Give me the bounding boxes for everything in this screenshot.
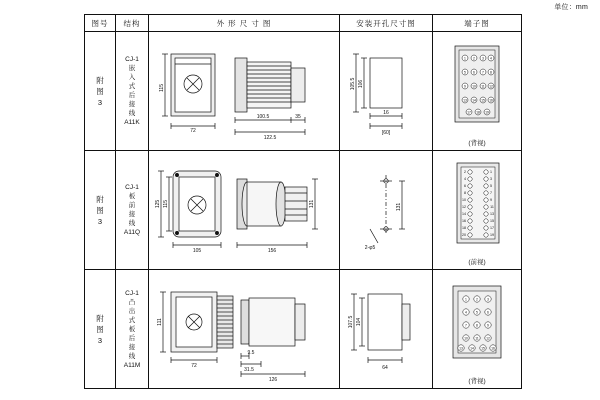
terminal-caption: (背视) [468,140,486,147]
structure-desc-line: 接 [128,211,136,218]
terminal-number: 2 [476,297,478,302]
outline-drawing-3 [149,270,339,388]
table-head [85,15,522,32]
mounting-drawing-cell-3 [340,270,433,389]
structure-desc-line: 接 [128,101,136,108]
dim-label: 64 [382,365,388,371]
structure-cell [116,270,149,389]
outline-drawing-cell-3 [149,270,340,389]
terminal-number: 17 [490,226,494,231]
terminal-number: 4 [465,310,467,315]
fig-no-cell [85,151,116,270]
outline-drawing-cell-2 [149,151,340,270]
dim-label: 35 [295,114,301,120]
terminal-drawing-cell-3 [433,270,522,389]
terminal-number: 2 [464,170,466,175]
dim-label: 126 [268,377,278,383]
terminal-number: 9 [464,84,466,89]
structure-model: CJ-1 [125,184,139,191]
structure-model: CJ-1 [125,289,139,297]
terminal-number: 16 [462,219,466,224]
terminal-number: 18 [476,110,480,115]
structure-desc-line: 线 [128,220,136,227]
terminal-number: 2 [473,56,475,61]
terminal-number: 1 [490,170,492,175]
structure-cell [116,32,149,151]
terminal-number: 12 [486,336,490,341]
fig-no-line: 附 [96,75,104,85]
terminal-number: 14 [470,346,474,351]
dim-label: 131 [309,199,315,209]
terminal-number: 7 [490,191,492,196]
header-structure: 结构 [116,15,149,32]
terminal-number: 6 [464,184,466,189]
mounting-drawing-2 [340,151,432,269]
terminal-number: 15 [481,346,485,351]
structure-desc-line: 出 [128,307,136,315]
structure-code: A11M [123,361,141,369]
mounting-drawing-cell-1 [340,32,433,151]
table-body [85,32,522,389]
structure-desc-line: 式 [128,316,136,324]
structure-desc-line: 式 [128,83,136,90]
structure-desc-line: 凸 [128,298,136,306]
terminal-number: 11 [481,84,485,89]
unit-note: 单位：mm [554,4,588,11]
terminal-number: 14 [462,212,466,217]
table-row [85,32,522,151]
terminal-number: 7 [482,70,484,75]
structure-model: CJ-1 [125,56,139,63]
structure-desc-line: 接 [128,343,136,351]
table-header-row [85,15,522,32]
dim-label: 72 [190,128,196,134]
terminal-number: 14 [472,98,476,103]
terminal-number: 8 [476,323,478,328]
header-fig-no: 图号 [85,15,116,32]
terminal-number: 10 [472,84,476,89]
terminal-number: 19 [490,233,494,238]
dim-label: 122.5 [263,135,277,141]
dim-label: 31.5 [244,367,254,373]
dim-label: 105 [192,248,202,254]
structure-code: A11K [124,119,140,126]
outline-drawing-cell-1 [149,32,340,151]
structure-desc-line: 入 [128,74,136,81]
header-terminal: 端子图 [433,15,522,32]
terminal-drawing-1 [433,32,521,150]
terminal-number: 9 [490,198,492,203]
structure-cell [116,151,149,270]
terminal-number: 1 [464,56,466,61]
dim-label: 115 [159,84,165,92]
terminal-number: 3 [490,177,492,182]
outline-drawing-1 [149,32,339,150]
dim-label: 131 [396,202,402,212]
terminal-caption: (前视) [468,259,486,266]
dim-label: 115 [163,200,169,208]
fig-no-line: 3 [97,335,103,345]
terminal-number: 5 [490,184,492,189]
terminal-number: 5 [464,70,466,75]
terminal-number: 13 [459,346,463,351]
terminal-number: 11 [475,336,479,341]
structure-desc-line: 后 [128,92,136,99]
mounting-drawing-cell-2 [340,151,433,270]
terminal-number: 9 [487,323,489,328]
terminal-caption: (背视) [468,378,486,385]
fig-no-line: 3 [97,216,103,226]
terminal-number: 8 [490,70,492,75]
dim-label: 72 [191,363,197,369]
terminal-number: 16 [489,98,493,103]
terminal-number: 12 [489,84,493,89]
dim-label: 125 [155,199,161,209]
table-row [85,270,522,389]
terminal-drawing-cell-1 [433,32,522,151]
terminal-drawing-3 [433,270,521,388]
structure-code: A11Q [123,229,141,236]
terminal-drawing-2 [433,151,521,269]
fig-no-line: 图 [96,324,104,334]
terminal-number: 13 [463,98,467,103]
header-outline: 外 形 尺 寸 图 [149,15,340,32]
terminal-number: 16 [491,346,495,351]
dim-label: 106 [358,79,364,89]
structure-desc-line: 板 [128,193,136,200]
terminal-number: 4 [464,177,466,182]
fig-no-cell [85,270,116,389]
terminal-number: 6 [473,70,475,75]
fig-no-line: 附 [96,194,104,204]
fig-no-cell [85,32,116,151]
terminal-number: 8 [464,191,466,196]
terminal-number: 12 [462,205,466,210]
header-mounting: 安装开孔尺寸图 [340,15,433,32]
terminal-number: 10 [464,336,468,341]
terminal-number: 18 [462,226,466,231]
dim-label: 104 [356,317,362,327]
terminal-number: 6 [487,310,489,315]
terminal-number: 10 [462,198,466,203]
outline-drawing-2 [149,151,339,269]
terminal-number: 3 [482,56,484,61]
terminal-number: 20 [462,233,466,238]
terminal-number: 5 [476,310,478,315]
structure-desc-line: 嵌 [128,65,136,72]
terminal-number: 4 [490,56,492,61]
dim-label: 100.5 [256,114,270,120]
dim-label: 105.5 [350,77,356,91]
fig-no-line: 图 [96,205,104,215]
dim-label: 16 [383,110,389,116]
terminal-number: 11 [490,205,494,210]
dim-label: 2-φ5 [364,245,376,251]
terminal-number: 17 [467,110,471,115]
dim-label: 156 [267,248,277,254]
table-row [85,151,522,270]
structure-desc-line: 板 [128,325,136,333]
structure-desc-line: 后 [128,334,136,342]
terminal-number: 1 [465,297,467,302]
dim-label: 107.5 [348,315,354,329]
terminal-number: 15 [490,219,494,224]
dim-label: 111 [157,318,163,326]
dim-label: [60] [381,130,391,136]
terminal-number: 13 [490,212,494,217]
terminal-drawing-cell-2 [433,151,522,270]
terminal-number: 7 [465,323,467,328]
structure-desc-line: 线 [128,352,136,360]
terminal-number: 19 [485,110,489,115]
structure-desc-line: 线 [128,110,136,117]
fig-no-line: 图 [96,86,104,96]
fig-no-line: 附 [96,313,104,323]
dim-label: 9.5 [247,350,255,356]
spec-table [84,14,522,389]
mounting-drawing-1 [340,32,432,150]
terminal-number: 3 [487,297,489,302]
terminal-number: 15 [481,98,485,103]
fig-no-line: 3 [97,97,103,107]
mounting-drawing-3 [340,270,432,388]
structure-desc-line: 前 [128,202,136,209]
